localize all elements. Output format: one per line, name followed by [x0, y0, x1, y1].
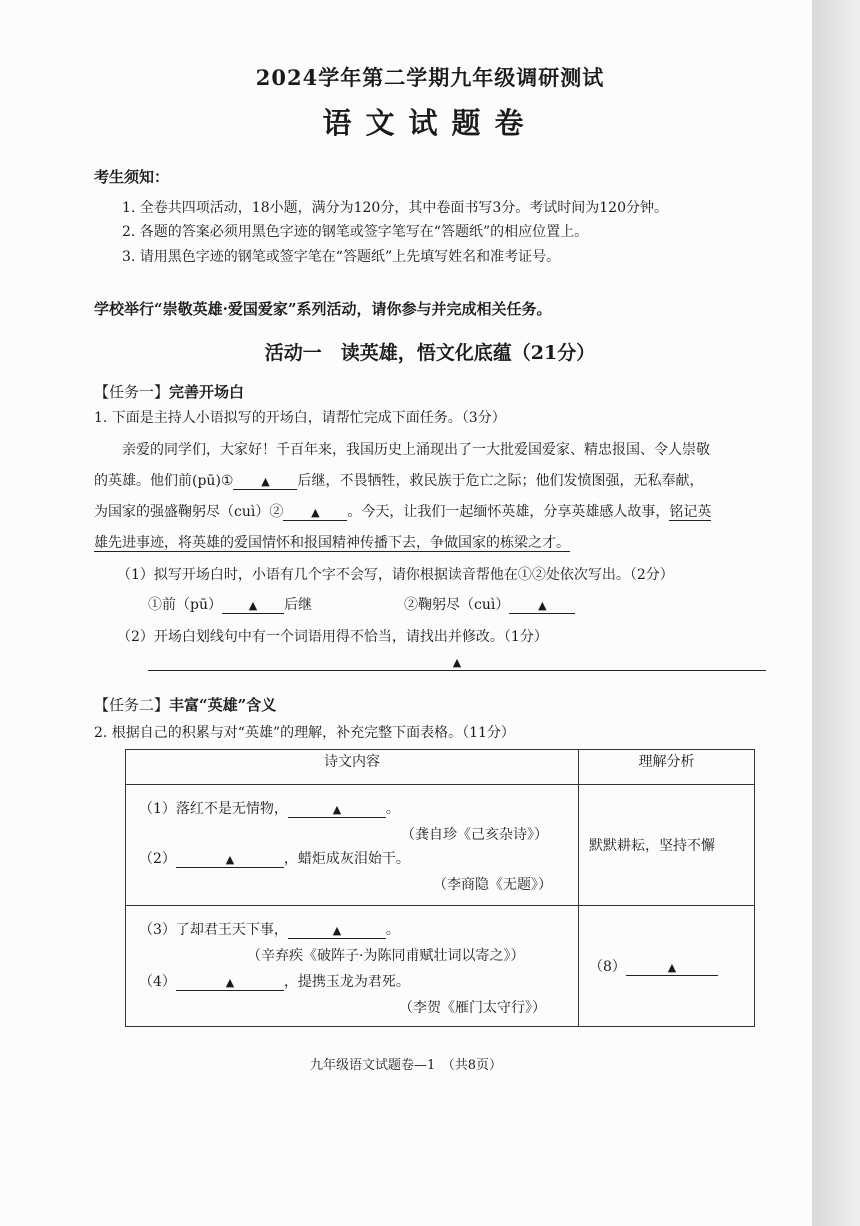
- task2-name: 丰富“英雄”含义: [169, 696, 277, 714]
- notice-item: 2. 各题的答案必须用黑色字迹的钢笔或签字笔写在“答题纸”的相应位置上。: [122, 224, 589, 240]
- poem-blank-2[interactable]: ▲: [176, 853, 284, 868]
- passage-line: [94, 532, 570, 552]
- poem-line-3: （3）了却君王天下事， ▲ 。: [139, 922, 400, 938]
- poem-line-1: （1）落红不是无情物， ▲ 。: [139, 801, 400, 817]
- analysis-cell: 默默耕耘，坚持不懈: [579, 785, 755, 906]
- notice-item: 1. 全卷共四项活动，18小题，满分为120分，其中卷面书写3分。考试时间为120分钟。: [122, 200, 668, 216]
- activity1-title: 活动一 读英雄，悟文化底蕴（21分）: [264, 342, 596, 364]
- question-1: 1. 下面是主持人小语拟写的开场白，请帮忙完成下面任务。（3分）: [94, 410, 506, 426]
- poem-source: （李商隐《无题》）: [433, 877, 552, 893]
- question-2: 2. 根据自己的积累与对“英雄”的理解，补充完整下面表格。（11分）: [94, 725, 515, 741]
- poem-source: （李贺《雁门太守行》）: [399, 1000, 546, 1016]
- col-header-analysis: 理解分析: [579, 750, 755, 785]
- passage-line: 为国家的强盛鞠躬尽（cuì）② ▲ 。今天，让我们一起缅怀英雄，分享英雄感人故事，铭记英: [94, 504, 712, 520]
- passage-line: 的英雄。他们前(pū)① ▲ 后继，不畏牺牲，救民族于危亡之际；他们发愤图强，无私奉献，: [94, 473, 704, 489]
- page-footer: 九年级语文试题卷—1 （共8页）: [309, 1058, 503, 1073]
- poem-blank-3[interactable]: ▲: [288, 924, 386, 939]
- exam-subtitle: 语文试题卷: [322, 106, 538, 140]
- passage-line: 亲爱的同学们，大家好！千百年来，我国历史上涌现出了一大批爱国爱家、精忠报国、令人崇敬: [122, 442, 710, 458]
- underlined-sentence: 雄先进事迹，将英雄的爱国情怀和报国精神传播下去，争做国家的栋梁之才。: [94, 535, 570, 551]
- poem-source: （龚自珍《己亥杂诗》）: [401, 827, 548, 843]
- notice-heading: 考生须知：: [94, 168, 170, 186]
- task2-heading: [94, 694, 276, 715]
- sub-question-1: （1）拟写开场白时，小语有几个字不会写，请你根据读音帮他在①②处依次写出。（2分）: [117, 567, 674, 583]
- task1-label: 【任务一】: [94, 383, 170, 401]
- poem-cell: [126, 785, 579, 906]
- poem-line-4: （4） ▲ ，提携玉龙为君死。: [139, 974, 410, 990]
- poem-cell: [126, 906, 579, 1027]
- exam-title: 2024学年第二学期九年级调研测试: [255, 65, 605, 90]
- scan-edge: [812, 0, 860, 1226]
- poem-table: [125, 749, 755, 1027]
- task1-heading: [94, 381, 244, 402]
- poem-blank-4[interactable]: ▲: [176, 976, 284, 991]
- analysis-blank-8[interactable]: ▲: [626, 961, 718, 976]
- underlined-sentence: 铭记英: [669, 504, 712, 520]
- poem-line-2: （2） ▲ ，蜡炬成灰泪始干。: [139, 851, 410, 867]
- col-header-poem: 诗文内容: [126, 750, 579, 785]
- notice-item: 3. 请用黑色字迹的钢笔或签字笔在“答题纸”上先填写姓名和准考证号。: [122, 249, 561, 265]
- answer-blank-pu[interactable]: ▲: [222, 599, 284, 614]
- task1-name: 完善开场白: [169, 383, 245, 401]
- blank-1[interactable]: ▲: [233, 475, 297, 490]
- poem-source: （辛弃疾《破阵子·为陈同甫赋壮词以寄之》）: [247, 948, 525, 964]
- answer-blank-correction[interactable]: ▲: [148, 656, 766, 671]
- sub-question-2: （2）开场白划线句中有一个词语用得不恰当，请找出并修改。（1分）: [117, 629, 548, 645]
- blank-2[interactable]: ▲: [283, 506, 347, 521]
- intro-text: 学校举行“崇敬英雄·爱国爱家”系列活动，请你参与并完成相关任务。: [94, 300, 552, 318]
- task2-label: 【任务二】: [94, 696, 170, 714]
- analysis-cell: （8） ▲: [579, 906, 755, 1027]
- answer-line-2: ②鞠躬尽（cuì） ▲: [404, 594, 575, 614]
- poem-blank-1[interactable]: ▲: [288, 803, 386, 818]
- answer-blank-cui[interactable]: ▲: [509, 599, 575, 614]
- answer-line-1: ①前（pū） ▲ 后继: [148, 597, 312, 613]
